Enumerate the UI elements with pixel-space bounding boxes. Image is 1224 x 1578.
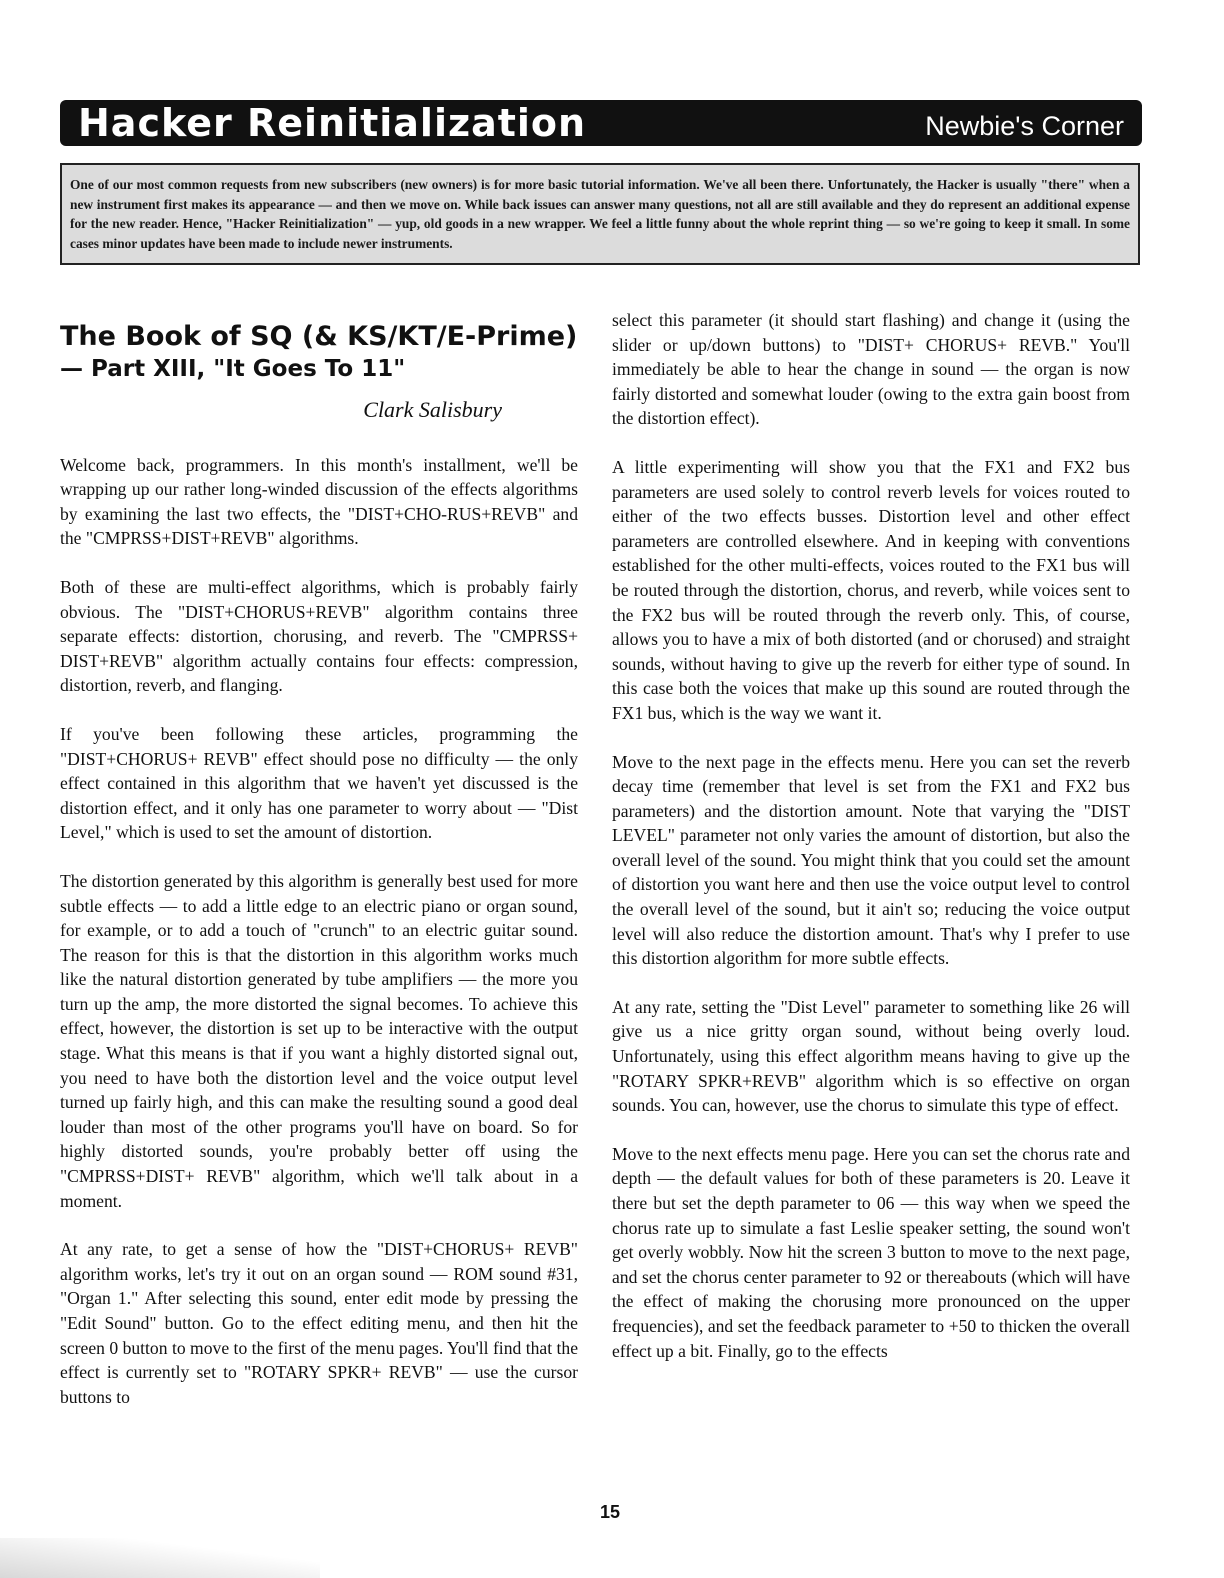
paragraph: The distortion generated by this algorithm is generally best used for more subtle effects — to add a little edge to an electric piano or organ sound, for example, or to add a touch of "crunch" to an electric guitar sound. The reason for this is that the distortion in this algorithm works much like the natural distortion generated by tube amplifiers — the more you turn up the amp, the more distorted the signal becomes. To achieve this effect, however, the distortion is set up to be interactive with the output stage. What this means is that if you want a highly distorted signal out, you need to have both the distortion level and the voice output level turned up fairly high, and this can make the resulting sound a good deal louder than most of the other programs you'll have on board. So for highly distorted sounds, you're probably better off using the "CMPRSS+DIST+ REVB" algorithm, which we'll talk about in a moment. — [60, 870, 578, 1211]
page-number: 15 — [599, 1502, 621, 1522]
article-subtitle: — Part XIII, "It Goes To 11" — [60, 356, 406, 382]
left-column — [60, 300, 578, 1433]
article-byline: Clark Salisbury — [363, 397, 502, 422]
paragraph: Both of these are multi-effect algorithms, which is probably fairly obvious. The "DIST+CHORUS+REVB" algorithm contains three separate effects: distortion, chorusing, and reverb. The "CMPRSS+ DIST+REVB" algorithm actually contains four effects: compression, distortion, reverb, and flanging. — [60, 576, 578, 696]
banner-title: Hacker Reinitialization — [78, 101, 587, 145]
section-banner — [60, 100, 1142, 146]
right-column — [612, 308, 1130, 1387]
article-title: The Book of SQ (& KS/KT/E-Prime) — [60, 321, 578, 352]
scan-shadow — [0, 1538, 320, 1578]
paragraph: select this parameter (it should start flashing) and change it (using the slider or up/down buttons) to "DIST+ CHORUS+ REVB." You'll immediately be able to hear the change in sound — the organ is now fairly distorted and somewhat louder (owing to the extra gain boost from the distortion effect). — [612, 310, 1130, 429]
banner-section-label: Newbie's Corner — [925, 110, 1124, 141]
intro-box — [60, 163, 1140, 265]
paragraph: Welcome back, programmers. In this month's installment, we'll be wrapping up our rather long-winded discussion of the effects algorithms by examining the last two effects, the "DIST+CHO-RUS+REVB" and the "CMPRSS+DIST+REVB" algorithms. — [60, 454, 578, 549]
paragraph: Move to the next page in the effects menu. Here you can set the reverb decay time (remember that level is set from the FX1 and FX2 bus parameters) and the distortion amount. Note that varying the "DIST LEVEL" parameter not only varies the amount of distortion, but also the overall level of the sound. You might think that you could set the amount of distortion you want here and then use the voice output level to control the overall level of the sound, but it ain't so; reducing the voice output level will also reduce the distortion amount. That's why I prefer to use this distortion algorithm for more subtle effects. — [612, 751, 1130, 969]
paragraph: Move to the next effects menu page. Here you can set the chorus rate and depth — the default values for both of these parameters is 20. Leave it there but set the depth parameter to 06 — this way when we speed the chorus rate up to simulate a fast Leslie speaker setting, the sound won't get overly wobbly. Now hit the screen 3 button to move to the next page, and set the chorus center parameter to 92 or thereabouts (which will have the effect of making the chorusing more pronounced on the upper frequencies), and set the feedback parameter to +50 to thicken the overall effect up a bit. Finally, go to the effects — [612, 1143, 1130, 1361]
paragraph: At any rate, to get a sense of how the "DIST+CHORUS+ REVB" algorithm works, let's try it out on an organ sound — ROM sound #31, "Organ 1." After selecting this sound, enter edit mode by pressing the "Edit Sound" button. Go to the effect editing menu, and then hit the screen 0 button to move to the first of the menu pages. You'll find that the effect is currently set to "ROTARY SPKR+ REVB" — use the cursor buttons to — [60, 1239, 578, 1407]
paragraph: At any rate, setting the "Dist Level" parameter to something like 26 will give us a nice gritty organ sound, without being overly loud. Unfortunately, using this effect algorithm means having to give up the "ROTARY SPKR+REVB" algorithm which is so effective on organ sounds. You can, however, use the chorus to simulate this type of effect. — [612, 996, 1130, 1116]
paragraph: If you've been following these articles, programming the "DIST+CHORUS+ REVB" effect should pose no difficulty — the only effect contained in this algorithm that we haven't yet discussed is the distortion effect, and it only has one parameter to worry about — "Dist Level," which is used to set the amount of distortion. — [60, 723, 578, 843]
intro-text: One of our most common requests from new subscribers (new owners) is for more basic tutorial information. We've all been there. Unfortunately, the Hacker is usually "there" when a new instrument first makes its appearance — and then we move on. While back issues can answer many questions, not all are still available and they do represent an additional expense for the new reader. Hence, "Hacker Reinitialization" — yup, old goods in a new wrapper. We feel a little funny about the whole reprint thing — so we're going to keep it small. In some cases minor updates have been made to include newer instruments. — [70, 177, 1130, 251]
paragraph: A little experimenting will show you that the FX1 and FX2 bus parameters are used solely to control reverb levels for voices routed to either of the two effects busses. Distortion level and other effect parameters are controlled elsewhere. And in keeping with conventions established for the other multi-effects, voices routed to the FX1 bus will be routed through the distortion, chorus, and reverb, while voices sent to the FX2 bus will be routed through the reverb only. This, of course, allows you to have a mix of both distorted (and or chorused) and straight sounds, without having to give up the reverb for either type of sound. In this case both the voices that make up this sound are routed through the FX1 bus, which is the way we want it. — [612, 456, 1130, 723]
